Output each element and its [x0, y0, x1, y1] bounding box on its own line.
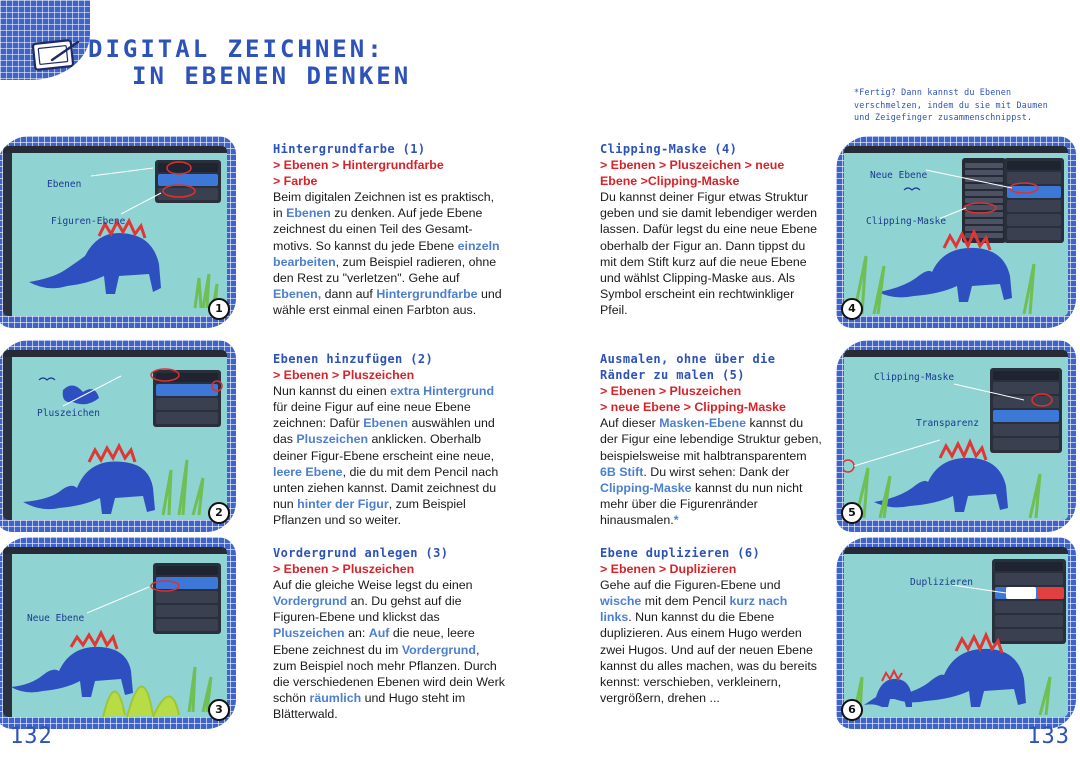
highlight-term: hinter der Figur [297, 496, 389, 511]
label-neue-ebene: Neue Ebene [27, 613, 85, 624]
section-heading: Hintergrundfarbe (1) [273, 142, 426, 156]
body-text: und wähle erst einmal einen Farbton aus. [273, 286, 502, 317]
step-badge: 3 [208, 699, 230, 721]
page-title [88, 36, 411, 90]
highlight-term: Pluszeichen [296, 432, 369, 447]
section-body [600, 415, 822, 528]
menu-path: > Ebenen > Pluszeichen [273, 368, 415, 383]
body-text: dann auf [321, 286, 377, 301]
body-text: an. Du gehst auf die Figuren-Ebene und klickst das [273, 594, 462, 625]
body-text: Gehe auf die Figuren-Ebene und [600, 578, 781, 593]
section-heading: Ausmalen, ohne über die Ränder zu malen (5) [600, 352, 776, 383]
highlight-term: Auf [368, 626, 390, 641]
body-text: . Nun kannst du die Ebene duplizieren. Aus einem Hugo werden zwei Hugos. Und auf der neuen Ebene kannst du alles machen, was du bereits kennst: verschieben, verkleinern, vergrößern, drehen ... [600, 610, 817, 705]
label-neue-ebene: Neue Ebene [870, 170, 928, 181]
section-heading: Vordergrund anlegen (3) [273, 546, 449, 560]
label-duplizieren: Duplizieren [910, 577, 973, 588]
menu-path: > Ebenen > Hintergrundfarbe [273, 158, 444, 173]
body-text: für deine Figur auf eine neue Ebene zeichnen: Dafür [273, 400, 471, 431]
section-heading: Ebene duplizieren (6) [600, 546, 761, 560]
section-vordergrund-anlegen [273, 545, 505, 722]
step-badge: 1 [208, 298, 230, 320]
title-line-2: IN EBENEN DENKEN [132, 62, 412, 90]
section-ebenen-hinzufuegen [273, 351, 505, 528]
section-body [273, 577, 505, 722]
body-text: Beim digitalen Zeichnen ist es praktisch, in [273, 190, 495, 221]
screenshot-3 [0, 537, 236, 729]
menu-path: > Ebenen > Pluszeichen [600, 384, 742, 399]
label-clipping-maske: Clipping-Maske [866, 216, 947, 227]
label-pluszeichen: Pluszeichen [37, 408, 100, 419]
label-figuren-ebene: Figuren-Ebene [51, 216, 126, 227]
screenshot-5 [836, 340, 1076, 532]
section-ausmalen [600, 351, 822, 528]
body-text: auswählen und das [273, 416, 495, 447]
step-badge: 2 [208, 502, 230, 524]
highlight-term: Clipping-Maske [600, 480, 692, 495]
menu-path: > Ebenen > Duplizieren [600, 562, 737, 577]
highlight-term: * [673, 512, 679, 527]
body-text: Du kannst deiner Figur etwas Struktur geben und sie damit lebendiger werden lassen. Dafür legst du eine neue Ebene oberhalb der Figur an. Dann tippst du mit dem Stift kurz auf die neue Ebene und wählst Clipping-Maske aus. Als Symbol erscheint ein rechtwinkliger Pfeil. [600, 190, 817, 317]
page-number-left: 132 [10, 724, 53, 749]
highlight-term: räumlich [309, 690, 362, 705]
screenshot-2 [0, 340, 236, 532]
menu-path: Ebene >Clipping-Maske [600, 174, 740, 189]
body-text: , zum Beispiel radieren, ohne den Rest zu "verletzen". Gehe auf [273, 254, 497, 285]
section-heading: Clipping-Maske (4) [600, 142, 738, 156]
body-text: . Du wirst sehen: Dank der [643, 464, 790, 479]
section-hintergrundfarbe [273, 141, 505, 318]
title-line-1: DIGITAL ZEICHNEN: [88, 35, 385, 63]
side-note: *Fertig? Dann kannst du Ebenen verschmelzen, indem du sie mit Daumen und Zeigefinger zusammenschnippst. [854, 87, 1048, 122]
highlight-term: kurz nach links [600, 594, 788, 625]
highlight-term: extra Hintergrund [390, 384, 495, 399]
section-body [600, 577, 822, 706]
body-text: , zum Beispiel noch mehr Pflanzen. Durch die verschiedenen Ebenen wird dein Werk schön [273, 642, 505, 705]
highlight-term: Vordergrund [401, 642, 476, 657]
highlight-term: Hintergrundfarbe [376, 286, 478, 301]
screenshot-6 [836, 537, 1076, 729]
section-ebene-duplizieren [600, 545, 822, 706]
highlight-term: einzeln bearbeiten [273, 238, 500, 269]
label-ebenen: Ebenen [47, 179, 82, 190]
section-body [600, 189, 822, 318]
page-number-right: 133 [1027, 724, 1070, 749]
highlight-term: Vordergrund [273, 594, 348, 609]
highlight-term: 6B Stift [600, 464, 644, 479]
highlight-term: leere Ebene [273, 464, 343, 479]
body-text: , die du mit dem Pencil nach unten ziehen kannst. Damit zeichnest du nun [273, 464, 499, 511]
menu-path: > Ebenen > Pluszeichen > neue [600, 158, 785, 173]
section-heading: Ebenen hinzufügen (2) [273, 352, 434, 366]
body-text: anklicken. Oberhalb deiner Figur-Ebene erscheint eine neue, [273, 432, 495, 463]
highlight-term: Masken-Ebene [659, 416, 746, 431]
highlight-term: Ebenen, [273, 286, 322, 301]
body-text: Auf die gleiche Weise legst du einen [273, 578, 473, 593]
label-transparenz: Transparenz [916, 418, 979, 429]
menu-path: > Ebenen > Pluszeichen [273, 562, 415, 577]
body-text: Auf dieser [600, 416, 660, 431]
step-badge: 4 [841, 298, 863, 320]
screenshot-1 [0, 136, 236, 328]
body-text: kannst du nun nicht mehr über die Figurenränder hinausmalen. [600, 480, 803, 527]
tablet-pencil-icon [30, 36, 82, 72]
highlight-term: wische [600, 594, 642, 609]
body-text: zu denken. Auf jede Ebene zeichnest du einen Teil des Gesamtmotivs. So kannst du jede Ebene [273, 206, 483, 253]
screenshot-4 [836, 136, 1076, 328]
label-clipping-maske: Clipping-Maske [874, 372, 955, 383]
menu-path: > Farbe [273, 174, 318, 189]
highlight-term: Pluszeichen [273, 626, 345, 641]
section-body [273, 189, 505, 318]
body-text: , zum Beispiel Pflanzen und so weiter. [273, 496, 466, 527]
body-text: Nun kannst du einen [273, 384, 391, 399]
body-text: und Hugo steht im Blätterwald. [273, 690, 466, 721]
step-badge: 5 [841, 502, 863, 524]
section-clipping-maske [600, 141, 822, 318]
section-body [273, 383, 505, 528]
body-text: kannst du der Figur eine lebendige Struktur geben, beispielsweise mit halbtransparentem [600, 416, 822, 463]
highlight-term: Ebenen [286, 206, 331, 221]
body-text: die neue, leere Ebene zeichnest du im [273, 626, 475, 657]
body-text: mit dem Pencil [641, 594, 730, 609]
menu-path: > neue Ebene > Clipping-Maske [600, 400, 786, 415]
highlight-term: Ebenen [363, 416, 408, 431]
body-text: an: [344, 626, 369, 641]
step-badge: 6 [841, 699, 863, 721]
